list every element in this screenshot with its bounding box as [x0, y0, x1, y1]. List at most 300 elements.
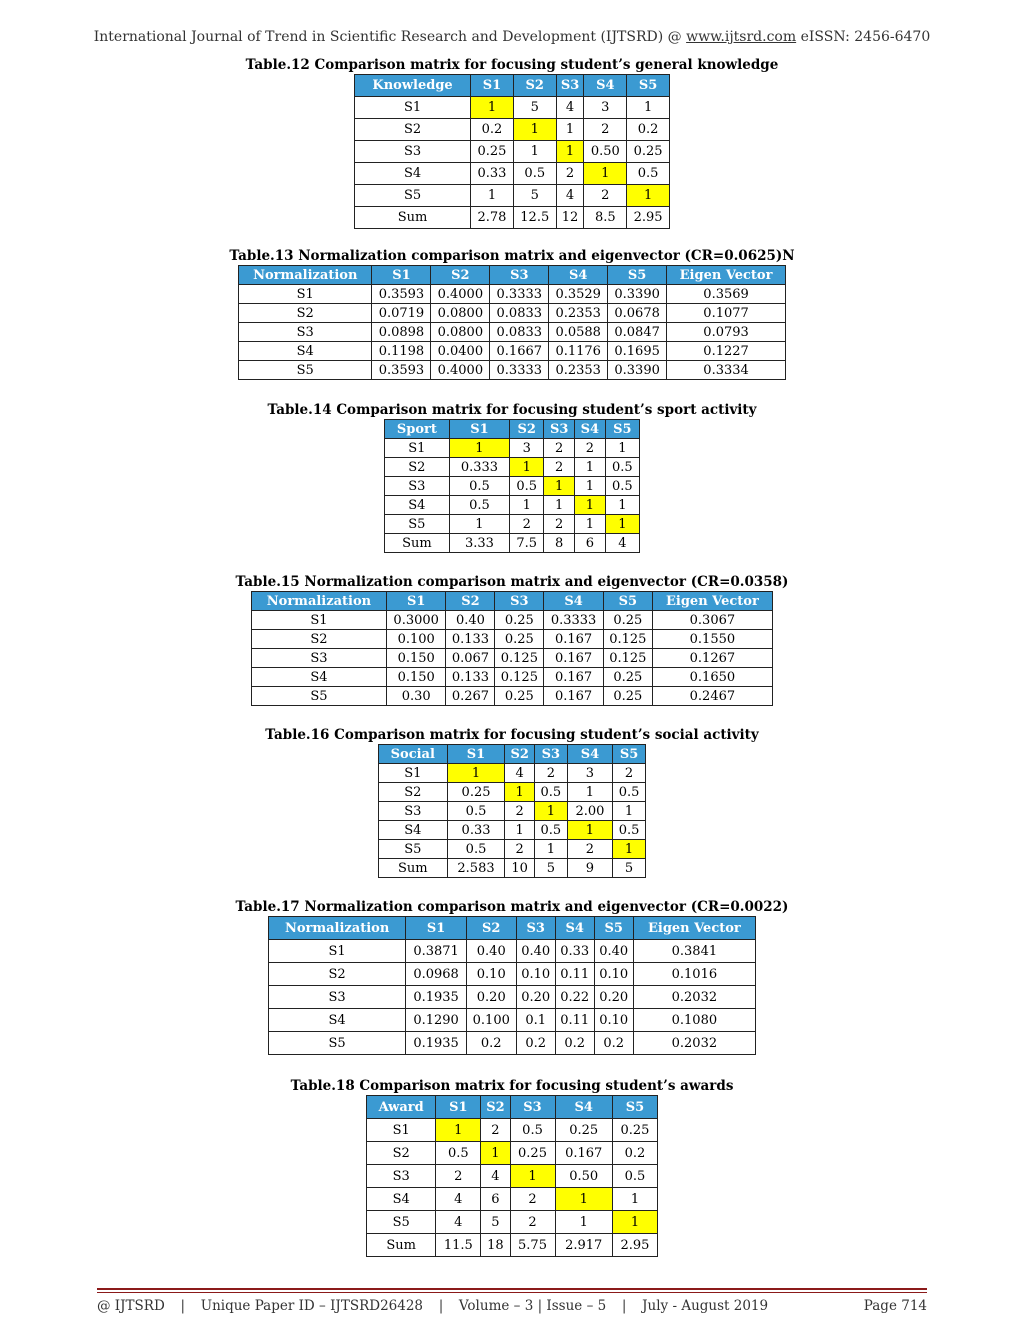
- table-cell: 0.33: [555, 940, 594, 963]
- row-label: S2: [385, 458, 450, 477]
- table-18: [366, 1095, 658, 1257]
- table-cell: 0.25: [603, 687, 652, 706]
- table-cell: 0.3871: [406, 940, 467, 963]
- table-row: [239, 323, 786, 342]
- table-cell: 0.5: [613, 821, 646, 840]
- table-cell: 0.1016: [633, 963, 755, 986]
- table-18-block: [0, 1078, 1024, 1257]
- table-cell: 0.25: [495, 611, 544, 630]
- table-cell: 0.10: [516, 963, 555, 986]
- table-cell: 0.25: [555, 1119, 612, 1142]
- row-label: S4: [239, 342, 372, 361]
- table-cell: 1: [567, 821, 612, 840]
- row-label: S4: [367, 1188, 436, 1211]
- table-row: [355, 119, 670, 141]
- table-cell: 2: [505, 840, 534, 859]
- table-row: [385, 458, 640, 477]
- table-cell: 0.100: [466, 1009, 516, 1032]
- table-cell: 2.78: [471, 207, 514, 229]
- table-cell: 0.1080: [633, 1009, 755, 1032]
- table-cell: 0.0793: [667, 323, 786, 342]
- table-row: [385, 439, 640, 458]
- table-cell: 2: [505, 802, 534, 821]
- column-header: Eigen Vector: [667, 266, 786, 285]
- table-header-row: [367, 1096, 658, 1119]
- table-cell: 0.2353: [549, 304, 608, 323]
- table-row: [252, 649, 773, 668]
- table-cell: 1: [584, 163, 627, 185]
- table-cell: 0.2353: [549, 361, 608, 380]
- table-cell: 1: [613, 840, 646, 859]
- table-cell: 0.25: [447, 783, 505, 802]
- table-cell: 2: [584, 119, 627, 141]
- table-row: [239, 304, 786, 323]
- table-cell: 0.2: [516, 1032, 555, 1055]
- row-label: S1: [355, 97, 471, 119]
- column-header: Normalization: [269, 917, 406, 940]
- row-label: S5: [379, 840, 448, 859]
- table-cell: 1: [627, 185, 670, 207]
- table-cell: 0.22: [555, 986, 594, 1009]
- row-label: S3: [367, 1165, 436, 1188]
- table-cell: 0.5: [436, 1142, 481, 1165]
- table-row: [379, 764, 646, 783]
- table-header-row: [269, 917, 756, 940]
- table-cell: 1: [534, 840, 567, 859]
- table-cell: 2.00: [567, 802, 612, 821]
- table-cell: 0.2: [466, 1032, 516, 1055]
- table-cell: 1: [575, 477, 606, 496]
- table-cell: 0.3067: [652, 611, 772, 630]
- table-cell: 3: [510, 439, 544, 458]
- table-16-caption: Table.16 Comparison matrix for focusing student’s social activity: [265, 727, 759, 743]
- table-cell: 5: [481, 1211, 510, 1234]
- column-header: S2: [510, 420, 544, 439]
- footer-page-number: Page 714: [863, 1298, 927, 1314]
- table-row: [355, 141, 670, 163]
- table-cell: 1: [505, 821, 534, 840]
- row-label: Sum: [355, 207, 471, 229]
- table-cell: 0.3333: [490, 361, 549, 380]
- table-row: [379, 859, 646, 878]
- table-cell: 0.0898: [372, 323, 431, 342]
- table-15: [251, 591, 773, 706]
- table-cell: 5: [513, 97, 556, 119]
- table-cell: 0.50: [584, 141, 627, 163]
- column-header: Normalization: [239, 266, 372, 285]
- table-cell: 1: [605, 439, 639, 458]
- table-header-row: [252, 592, 773, 611]
- table-row: [269, 940, 756, 963]
- row-label: S3: [239, 323, 372, 342]
- table-row: [269, 1032, 756, 1055]
- table-row: [367, 1165, 658, 1188]
- row-label: S5: [269, 1032, 406, 1055]
- table-header-row: [355, 75, 670, 97]
- table-cell: 9: [567, 859, 612, 878]
- table-cell: 0.1267: [652, 649, 772, 668]
- table-cell: 0.133: [446, 668, 495, 687]
- table-cell: 0.1550: [652, 630, 772, 649]
- table-cell: 0.0847: [608, 323, 667, 342]
- row-label: S5: [252, 687, 387, 706]
- table-17-block: [0, 899, 1024, 1055]
- table-cell: 6: [575, 534, 606, 553]
- table-cell: 1: [510, 458, 544, 477]
- row-label: S2: [367, 1142, 436, 1165]
- table-cell: 0.167: [555, 1142, 612, 1165]
- table-cell: 0.2: [555, 1032, 594, 1055]
- table-row: [252, 668, 773, 687]
- table-cell: 0.1695: [608, 342, 667, 361]
- column-header: Normalization: [252, 592, 387, 611]
- table-row: [367, 1119, 658, 1142]
- table-cell: 0.5: [612, 1165, 657, 1188]
- table-row: [355, 97, 670, 119]
- table-cell: 1: [612, 1211, 657, 1234]
- row-label: S2: [252, 630, 387, 649]
- row-label: S1: [385, 439, 450, 458]
- table-row: [269, 1009, 756, 1032]
- table-cell: 0.3390: [608, 285, 667, 304]
- row-label: S1: [367, 1119, 436, 1142]
- row-label: S2: [379, 783, 448, 802]
- footer-journal: @ IJTSRD: [97, 1298, 165, 1314]
- row-label: S4: [379, 821, 448, 840]
- table-cell: 0.2: [471, 119, 514, 141]
- table-cell: 0.0800: [431, 323, 490, 342]
- column-header: S5: [608, 266, 667, 285]
- row-label: S3: [379, 802, 448, 821]
- table-17: [268, 916, 756, 1055]
- table-header-row: [385, 420, 640, 439]
- column-header: S1: [471, 75, 514, 97]
- column-header: S1: [447, 745, 505, 764]
- table-cell: 1: [513, 141, 556, 163]
- column-header: S4: [555, 917, 594, 940]
- row-label: S5: [355, 185, 471, 207]
- table-cell: 0.5: [627, 163, 670, 185]
- table-cell: 1: [449, 439, 509, 458]
- table-cell: 2: [567, 840, 612, 859]
- column-header: Knowledge: [355, 75, 471, 97]
- table-cell: 0.125: [495, 668, 544, 687]
- table-14-caption: Table.14 Comparison matrix for focusing student’s sport activity: [267, 402, 757, 418]
- table-cell: 2: [613, 764, 646, 783]
- footer-separator: |: [438, 1298, 444, 1314]
- table-cell: 5: [534, 859, 567, 878]
- table-cell: 2.583: [447, 859, 505, 878]
- table-cell: 1: [510, 496, 544, 515]
- table-cell: 0.5: [449, 496, 509, 515]
- column-header: S1: [386, 592, 446, 611]
- table-row: [269, 986, 756, 1009]
- table-cell: 0.3529: [549, 285, 608, 304]
- table-cell: 2: [510, 1188, 555, 1211]
- column-header: S5: [612, 1096, 657, 1119]
- row-label: S3: [252, 649, 387, 668]
- table-row: [385, 515, 640, 534]
- row-label: Sum: [367, 1234, 436, 1257]
- column-header: S5: [605, 420, 639, 439]
- row-label: S5: [367, 1211, 436, 1234]
- table-cell: 0.3334: [667, 361, 786, 380]
- table-cell: 0.167: [544, 668, 604, 687]
- table-cell: 0.5: [510, 1119, 555, 1142]
- table-cell: 4: [556, 185, 584, 207]
- row-label: S4: [252, 668, 387, 687]
- table-cell: 0.5: [534, 821, 567, 840]
- footer-rule: [97, 1288, 927, 1290]
- table-row: [252, 630, 773, 649]
- table-cell: 5: [613, 859, 646, 878]
- table-14: [384, 419, 640, 553]
- table-row: [239, 285, 786, 304]
- page-header: [0, 29, 1024, 45]
- table-cell: 1: [605, 515, 639, 534]
- table-cell: 0.40: [594, 940, 633, 963]
- table-cell: 0.40: [466, 940, 516, 963]
- column-header: S3: [516, 917, 555, 940]
- table-cell: 5.75: [510, 1234, 555, 1257]
- table-cell: 0.5: [605, 458, 639, 477]
- row-label: S3: [269, 986, 406, 1009]
- column-header: S4: [567, 745, 612, 764]
- table-cell: 0.0719: [372, 304, 431, 323]
- table-cell: 0.2032: [633, 986, 755, 1009]
- table-cell: 2: [481, 1119, 510, 1142]
- table-cell: 0.3333: [544, 611, 604, 630]
- table-cell: 0.167: [544, 630, 604, 649]
- table-cell: 0.2: [627, 119, 670, 141]
- table-cell: 18: [481, 1234, 510, 1257]
- row-label: S1: [239, 285, 372, 304]
- table-cell: 0.0968: [406, 963, 467, 986]
- table-cell: 2.95: [627, 207, 670, 229]
- table-cell: 0.2032: [633, 1032, 755, 1055]
- table-cell: 0.25: [603, 611, 652, 630]
- column-header: Award: [367, 1096, 436, 1119]
- table-cell: 1: [556, 141, 584, 163]
- column-header: S2: [466, 917, 516, 940]
- row-label: S3: [385, 477, 450, 496]
- table-cell: 1: [555, 1211, 612, 1234]
- footer-separator: |: [180, 1298, 186, 1314]
- column-header: S4: [549, 266, 608, 285]
- column-header: S1: [436, 1096, 481, 1119]
- table-cell: 0.1227: [667, 342, 786, 361]
- table-cell: 1: [471, 97, 514, 119]
- table-cell: 0.167: [544, 687, 604, 706]
- table-cell: 0.3593: [372, 361, 431, 380]
- table-cell: 2: [544, 515, 575, 534]
- table-cell: 0.5: [513, 163, 556, 185]
- row-label: S2: [239, 304, 372, 323]
- table-cell: 1: [613, 802, 646, 821]
- table-row: [239, 361, 786, 380]
- row-label: S4: [269, 1009, 406, 1032]
- table-cell: 0.11: [555, 1009, 594, 1032]
- table-13: [238, 265, 786, 380]
- table-cell: 2: [510, 515, 544, 534]
- table-cell: 0.133: [446, 630, 495, 649]
- table-cell: 0.167: [544, 649, 604, 668]
- table-cell: 0.5: [449, 477, 509, 496]
- table-cell: 0.20: [516, 986, 555, 1009]
- table-cell: 1: [555, 1188, 612, 1211]
- table-14-block: [0, 402, 1024, 553]
- column-header: S3: [510, 1096, 555, 1119]
- column-header: S1: [449, 420, 509, 439]
- table-cell: 7.5: [510, 534, 544, 553]
- table-cell: 0.100: [386, 630, 446, 649]
- column-header: S3: [556, 75, 584, 97]
- table-cell: 2: [556, 163, 584, 185]
- table-12: [354, 74, 670, 229]
- table-row: [355, 163, 670, 185]
- row-label: S4: [385, 496, 450, 515]
- column-header: S2: [431, 266, 490, 285]
- table-cell: 1: [534, 802, 567, 821]
- table-cell: 0.25: [495, 687, 544, 706]
- table-cell: 0.067: [446, 649, 495, 668]
- table-cell: 0.5: [534, 783, 567, 802]
- table-row: [252, 687, 773, 706]
- table-cell: 2: [510, 1211, 555, 1234]
- table-cell: 0.1198: [372, 342, 431, 361]
- column-header: S4: [555, 1096, 612, 1119]
- table-cell: 1: [544, 477, 575, 496]
- table-cell: 0.0833: [490, 323, 549, 342]
- table-cell: 0.50: [555, 1165, 612, 1188]
- table-cell: 0.125: [495, 649, 544, 668]
- table-cell: 0.125: [603, 649, 652, 668]
- column-header: S4: [544, 592, 604, 611]
- table-cell: 0.25: [627, 141, 670, 163]
- table-cell: 0.150: [386, 649, 446, 668]
- table-cell: 1: [575, 458, 606, 477]
- table-cell: 1: [471, 185, 514, 207]
- table-cell: 0.3000: [386, 611, 446, 630]
- table-cell: 2.95: [612, 1234, 657, 1257]
- row-label: S1: [269, 940, 406, 963]
- footer-paper-id: Unique Paper ID – IJTSRD26428: [200, 1298, 424, 1314]
- table-cell: 0.25: [612, 1119, 657, 1142]
- row-label: S3: [355, 141, 471, 163]
- table-cell: 5: [513, 185, 556, 207]
- table-16: [378, 744, 646, 878]
- table-cell: 0.3569: [667, 285, 786, 304]
- table-cell: 1: [605, 496, 639, 515]
- table-cell: 4: [436, 1188, 481, 1211]
- footer-volume: Volume – 3 | Issue – 5: [458, 1298, 607, 1314]
- table-cell: 4: [605, 534, 639, 553]
- table-cell: 0.4000: [431, 285, 490, 304]
- table-row: [355, 207, 670, 229]
- table-cell: 3: [567, 764, 612, 783]
- table-cell: 0.0833: [490, 304, 549, 323]
- table-cell: 0.2: [612, 1142, 657, 1165]
- table-row: [355, 185, 670, 207]
- header-website-link[interactable]: www.ijtsrd.com: [686, 29, 797, 45]
- table-cell: 0.5: [447, 840, 505, 859]
- table-cell: 0.25: [603, 668, 652, 687]
- row-label: Sum: [379, 859, 448, 878]
- footer-rule-thin: [97, 1292, 927, 1293]
- table-header-row: [239, 266, 786, 285]
- table-cell: 0.3333: [490, 285, 549, 304]
- column-header: Eigen Vector: [652, 592, 772, 611]
- table-cell: 6: [481, 1188, 510, 1211]
- table-cell: 1: [447, 764, 505, 783]
- row-label: S1: [379, 764, 448, 783]
- header-journal-text: International Journal of Trend in Scientific Research and Development (IJTSRD) @: [93, 29, 687, 45]
- table-row: [385, 534, 640, 553]
- table-cell: 0.1935: [406, 1032, 467, 1055]
- table-cell: 0.5: [447, 802, 505, 821]
- table-cell: 0.10: [466, 963, 516, 986]
- table-cell: 0.1935: [406, 986, 467, 1009]
- table-cell: 0.40: [516, 940, 555, 963]
- table-cell: 4: [556, 97, 584, 119]
- row-label: S5: [385, 515, 450, 534]
- table-row: [239, 342, 786, 361]
- table-cell: 1: [449, 515, 509, 534]
- table-cell: 0.4000: [431, 361, 490, 380]
- table-cell: 1: [513, 119, 556, 141]
- table-cell: 0.1650: [652, 668, 772, 687]
- table-cell: 0.25: [471, 141, 514, 163]
- table-cell: 8: [544, 534, 575, 553]
- table-cell: 0.333: [449, 458, 509, 477]
- table-cell: 0.2467: [652, 687, 772, 706]
- table-cell: 0.2: [594, 1032, 633, 1055]
- table-row: [379, 821, 646, 840]
- table-row: [379, 802, 646, 821]
- table-row: [367, 1234, 658, 1257]
- row-label: S2: [355, 119, 471, 141]
- table-cell: 0.20: [466, 986, 516, 1009]
- column-header: S3: [544, 420, 575, 439]
- table-12-caption: Table.12 Comparison matrix for focusing student’s general knowledge: [245, 57, 779, 73]
- table-cell: 3: [584, 97, 627, 119]
- table-15-caption: Table.15 Normalization comparison matrix and eigenvector (CR=0.0358): [235, 574, 789, 590]
- table-cell: 2: [544, 439, 575, 458]
- table-cell: 0.0800: [431, 304, 490, 323]
- row-label: S1: [252, 611, 387, 630]
- table-cell: 11.5: [436, 1234, 481, 1257]
- column-header: S2: [513, 75, 556, 97]
- table-cell: 0.3390: [608, 361, 667, 380]
- table-cell: 4: [436, 1211, 481, 1234]
- table-cell: 0.10: [594, 963, 633, 986]
- table-cell: 0.5: [605, 477, 639, 496]
- table-cell: 0.33: [471, 163, 514, 185]
- column-header: S3: [534, 745, 567, 764]
- column-header: Eigen Vector: [633, 917, 755, 940]
- table-13-block: [0, 248, 1024, 380]
- table-header-row: [379, 745, 646, 764]
- table-cell: 0.0678: [608, 304, 667, 323]
- table-cell: 4: [505, 764, 534, 783]
- table-row: [379, 840, 646, 859]
- table-cell: 1: [575, 496, 606, 515]
- table-cell: 2.917: [555, 1234, 612, 1257]
- footer-separator: |: [621, 1298, 627, 1314]
- table-cell: 2: [544, 458, 575, 477]
- row-label: S5: [239, 361, 372, 380]
- table-12-block: [0, 57, 1024, 229]
